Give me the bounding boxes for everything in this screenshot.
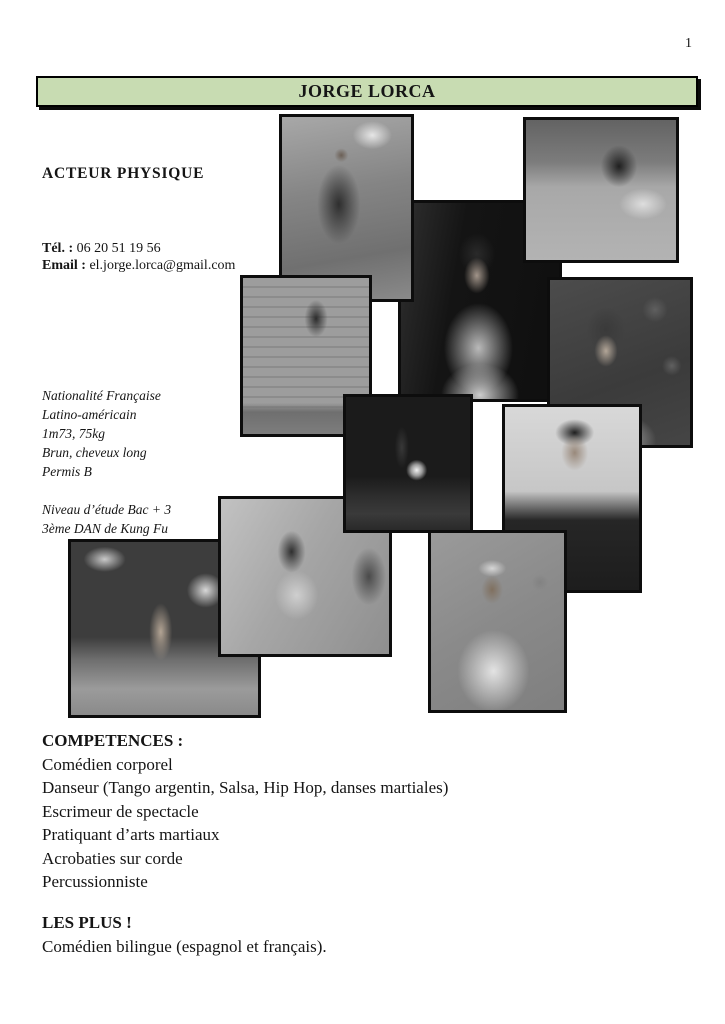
detail-size: 1m73, 75kg xyxy=(42,426,105,441)
photo-turban-portrait xyxy=(428,530,567,713)
name-banner xyxy=(36,76,698,107)
detail-hair: Brun, cheveux long xyxy=(42,445,147,460)
phone-value: 06 20 51 19 56 xyxy=(76,241,161,256)
education-level: Niveau d’étude Bac + 3 xyxy=(42,502,172,517)
competence-item: Comédien corporel xyxy=(42,754,173,774)
competence-item: Escrimeur de spectacle xyxy=(42,801,199,821)
detail-licence: Permis B xyxy=(42,464,92,479)
competences-title: COMPETENCES : xyxy=(42,731,184,750)
les-plus-section xyxy=(42,911,327,958)
email-line xyxy=(42,257,235,274)
email-value: el.jorge.lorca@gmail.com xyxy=(89,258,236,273)
phone-line xyxy=(42,240,235,257)
detail-nationality: Nationalité Française xyxy=(42,388,161,403)
competence-item: Percussionniste xyxy=(42,872,148,891)
role-heading: ACTEUR PHYSIQUE xyxy=(42,165,205,182)
spacer xyxy=(42,481,171,500)
page-number: 1 xyxy=(685,36,692,51)
photo-acrobatic-flip xyxy=(523,117,679,263)
les-plus-title: LES PLUS ! xyxy=(42,913,132,932)
personal-details xyxy=(42,386,171,538)
les-plus-item: Comédien bilingue (espagnol et français). xyxy=(42,936,327,956)
competences-section xyxy=(42,729,448,894)
email-label: Email : xyxy=(42,258,86,273)
competence-item: Acrobaties sur corde xyxy=(42,848,183,868)
education-kungfu: 3ème DAN de Kung Fu xyxy=(42,521,168,536)
name-title: JORGE LORCA xyxy=(298,81,436,101)
photo-costume-swordsman xyxy=(279,114,414,302)
phone-label: Tél. : xyxy=(42,241,74,256)
photo-martial-night xyxy=(343,394,473,533)
detail-origin: Latino-américain xyxy=(42,407,137,422)
competence-item: Danseur (Tango argentin, Salsa, Hip Hop, danses martiales) xyxy=(42,778,449,797)
competence-item: Pratiquant d’arts martiaux xyxy=(42,825,220,844)
contact-block xyxy=(42,240,235,274)
